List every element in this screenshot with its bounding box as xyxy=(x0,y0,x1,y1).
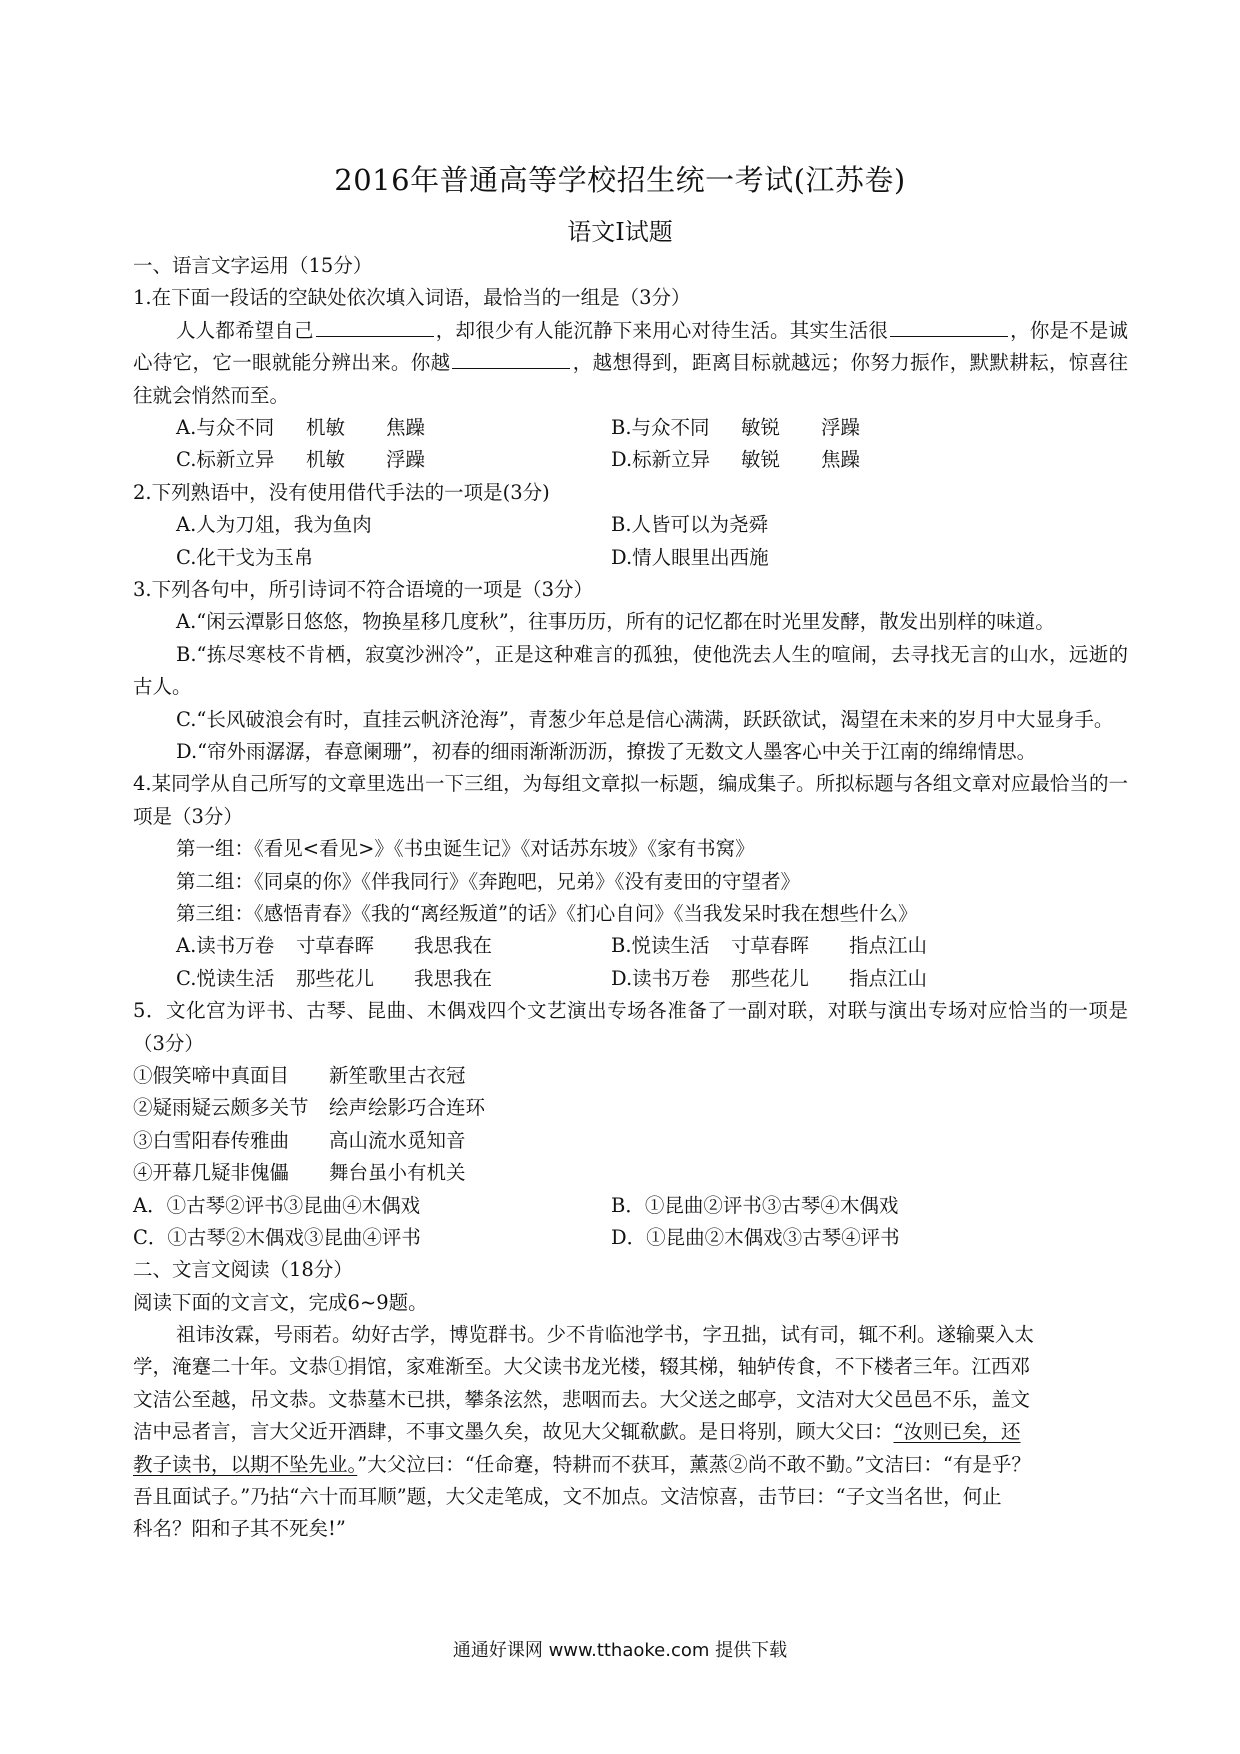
classical-line-4 xyxy=(133,1416,1128,1448)
classical-line-1: 祖讳汝霖，号雨若。幼好古学，博览群书。少不肯临池学书，字丑拙，试有司，辄不利。遂输粟入太 xyxy=(176,1323,1035,1347)
q3-stem: 3.下列各句中，所引诗词不符合语境的一项是（3分） xyxy=(133,577,594,601)
q5-couplet-2-lower: 绘声绘影巧合连环 xyxy=(329,1096,486,1120)
q5-stem: 5．文化宫为评书、古琴、昆曲、木偶戏四个文艺演出专场各准备了一副对联，对联与演出专场对应恰当的一项是（3分） xyxy=(133,999,1128,1055)
q4-option-c-title-3: 我思我在 xyxy=(414,966,493,990)
q4-options-row-2 xyxy=(133,963,1128,995)
page-footer: 通通好课网 www.tthaoke.com 提供下载 xyxy=(452,1640,788,1661)
q4-option-a-title-1: A.读书万卷 xyxy=(176,934,275,958)
q4-option-d xyxy=(611,963,927,995)
q5-couplet-3-upper: ③白雪阳春传雅曲 xyxy=(133,1128,290,1152)
q4-group-1: 第一组：《看见<看见>》《书虫诞生记》《对话苏东坡》《家有书窝》 xyxy=(176,837,755,861)
q5-option-b: B．①昆曲②评书③古琴④木偶戏 xyxy=(611,1193,899,1217)
q1-option-c-word-1: C.标新立异 xyxy=(176,448,275,472)
q3-option-d: D.“帘外雨潺潺，春意阑珊”，初春的细雨渐渐沥沥，撩拨了无数文人墨客心中关于江南的绵绵情思。 xyxy=(176,739,1037,763)
classical-line-3: 文洁公至越，吊文恭。文恭墓木已拱，攀条泫然，悲咽而去。大父送之邮亭，文洁对大父邑邑不乐，盖文 xyxy=(133,1387,1031,1411)
exam-title: 2016年普通高等学校招生统一考试(江苏卷) xyxy=(334,163,906,197)
q1-blank-1 xyxy=(316,318,434,337)
q1-text-b: ，却很少有人能沉静下来用心对待生活。其实生活很 xyxy=(435,318,889,342)
q1-option-b-word-2: 敏锐 xyxy=(741,416,781,439)
q1-option-d-word-3: 焦躁 xyxy=(821,448,861,472)
q4-option-b-title-1: B.悦读生活 xyxy=(611,934,710,958)
section2-heading: 二、文言文阅读（18分） xyxy=(133,1258,353,1282)
q1-option-c xyxy=(176,444,611,476)
q1-option-b-word-3: 浮躁 xyxy=(821,416,861,439)
q4-group-3: 第三组：《感悟青春》《我的“离经叛道”的话》《扪心自问》《当我发呆时我在想些什么》 xyxy=(176,901,918,925)
q5-couplet-2 xyxy=(133,1092,1128,1124)
q4-option-b-title-2: 寸草春晖 xyxy=(731,934,810,958)
q5-couplet-2-upper: ②疑雨疑云颇多关节 xyxy=(133,1096,309,1120)
q1-option-a-word-3: 焦躁 xyxy=(386,416,426,439)
q4-option-c-title-2: 那些花儿 xyxy=(296,966,375,990)
q1-option-b xyxy=(611,412,901,444)
q1-option-d-word-2: 敏锐 xyxy=(741,448,781,472)
classical-line-4-underlined: “汝则已矣，还 xyxy=(893,1420,1021,1444)
classical-line-5-underlined: 教子读书，以期不坠先业。 xyxy=(133,1452,358,1476)
classical-line-6: 吾且面试子。”乃拈“六十而耳顺”题，大父走笔成，文不加点。文洁惊喜，击节曰：“子文当名世，何止 xyxy=(133,1485,1002,1509)
q5-options-row-2 xyxy=(133,1222,1128,1254)
q1-option-b-word-1: B.与众不同 xyxy=(611,416,710,439)
exam-subtitle: 语文Ⅰ试题 xyxy=(567,218,673,246)
classical-line-4-text: 洁中忌者言，言大父近开酒肆，不事文墨久矣，故见大父辄欷歔。是日将别，顾大父曰： xyxy=(133,1420,894,1444)
q1-text-a: 人人都希望自己 xyxy=(176,318,314,342)
q2-options-row-2 xyxy=(133,542,1128,574)
q5-couplet-4-upper: ④开幕几疑非傀儡 xyxy=(133,1161,290,1185)
q3-option-a: A.“闲云潭影日悠悠，物换星移几度秋”，往事历历，所有的记忆都在时光里发酵，散发出别样的味道。 xyxy=(176,610,1055,634)
q4-group-2: 第二组：《同桌的你》《伴我同行》《奔跑吧，兄弟》《没有麦田的守望者》 xyxy=(176,869,801,893)
q4-option-c-title-1: C.悦读生活 xyxy=(176,966,275,990)
q4-option-a-title-3: 我思我在 xyxy=(414,934,493,958)
q4-stem: 4.某同学从自己所写的文章里选出一下三组，为每组文章拟一标题，编成集子。所拟标题与各组文章对应最恰当的一项是（3分） xyxy=(133,772,1128,828)
q1-option-d xyxy=(611,444,901,476)
section2-intro: 阅读下面的文言文，完成6~9题。 xyxy=(133,1290,428,1314)
q4-option-c xyxy=(176,963,611,995)
exam-content xyxy=(133,250,1128,1546)
q4-option-d-title-1: D.读书万卷 xyxy=(611,966,711,990)
q5-couplet-1-upper: ①假笑啼中真面目 xyxy=(133,1063,290,1087)
classical-line-5 xyxy=(133,1449,1128,1481)
q1-blank-3 xyxy=(452,350,570,369)
q1-option-c-word-3: 浮躁 xyxy=(386,448,426,472)
classical-line-5-text: ”大父泣曰：“任命蹇，特耕而不获耳，薰蒸②尚不敢不勤。”文洁曰：“有是乎？ xyxy=(357,1452,1031,1476)
q5-couplet-1 xyxy=(133,1060,1128,1092)
q1-option-c-word-2: 机敏 xyxy=(306,448,346,472)
q1-text-c: ，你是不是诚心待它，它一眼就能分辨出来。你越 xyxy=(133,318,1128,375)
q4-option-a xyxy=(176,930,611,962)
q1-option-a-word-1: A.与众不同 xyxy=(176,416,275,439)
q1-stem: 1.在下面一段话的空缺处依次填入词语，最恰当的一组是（3分） xyxy=(133,286,691,310)
q5-option-a: A．①古琴②评书③昆曲④木偶戏 xyxy=(133,1193,421,1217)
q1-option-a-word-2: 机敏 xyxy=(306,416,346,439)
q1-options-row-2 xyxy=(133,444,1128,476)
q1-text-d: ，越想得到，距离目标就越远；你努力振作，默默耕耘，惊喜往往就会悄然而至。 xyxy=(133,351,1128,407)
q4-option-b xyxy=(611,930,927,962)
q5-couplet-1-lower: 新笙歌里古衣冠 xyxy=(329,1063,466,1087)
q2-option-d: D.情人眼里出西施 xyxy=(611,545,769,569)
q4-option-d-title-3: 指点江山 xyxy=(849,966,928,990)
q5-couplet-3-lower: 高山流水觅知音 xyxy=(329,1128,466,1152)
q3-option-b: B.“拣尽寒枝不肯栖，寂寞沙洲冷”，正是这种难言的孤独，使他洗去人生的喧闹，去寻找无言的山水，远逝的古人。 xyxy=(133,642,1128,699)
section1-heading: 一、语言文字运用（15分） xyxy=(133,254,373,277)
q5-couplet-4-lower: 舞台虽小有机关 xyxy=(329,1161,466,1185)
q3-option-c: C.“长风破浪会有时，直挂云帆济沧海”，青葱少年总是信心满满，跃跃欲试，渴望在未来的岁月中大显身手。 xyxy=(176,707,1114,731)
q2-option-b: B.人皆可以为尧舜 xyxy=(611,513,769,537)
q2-option-c: C.化干戈为玉帛 xyxy=(176,545,314,569)
q1-option-d-word-1: D.标新立异 xyxy=(611,448,711,472)
q2-stem: 2.下列熟语中，没有使用借代手法的一项是(3分) xyxy=(133,480,550,504)
q1-blank-2 xyxy=(890,318,1008,337)
q4-option-a-title-2: 寸草春晖 xyxy=(296,934,375,958)
q5-option-c: C．①古琴②木偶戏③昆曲④评书 xyxy=(133,1225,421,1249)
q1-passage xyxy=(133,315,1128,412)
q1-option-a xyxy=(176,412,611,444)
q5-options-row-1 xyxy=(133,1190,1128,1222)
q4-options-row-1 xyxy=(133,930,1128,962)
q5-couplet-4 xyxy=(133,1157,1128,1189)
q2-option-a: A.人为刀俎，我为鱼肉 xyxy=(176,513,372,537)
q4-option-b-title-3: 指点江山 xyxy=(849,934,928,958)
classical-line-2: 学，淹蹇二十年。文恭①捐馆，家难渐至。大父读书龙光楼，辍其梯，轴轳传食，不下楼者三年。江西邓 xyxy=(133,1355,1031,1379)
q1-options-row-1 xyxy=(133,412,1128,444)
q2-options-row-1 xyxy=(133,509,1128,541)
classical-line-7: 科名？阳和子其不死矣!” xyxy=(133,1517,346,1541)
q4-option-d-title-2: 那些花儿 xyxy=(731,966,810,990)
q5-couplet-3 xyxy=(133,1125,1128,1157)
q5-option-d: D．①昆曲②木偶戏③古琴④评书 xyxy=(611,1225,900,1249)
